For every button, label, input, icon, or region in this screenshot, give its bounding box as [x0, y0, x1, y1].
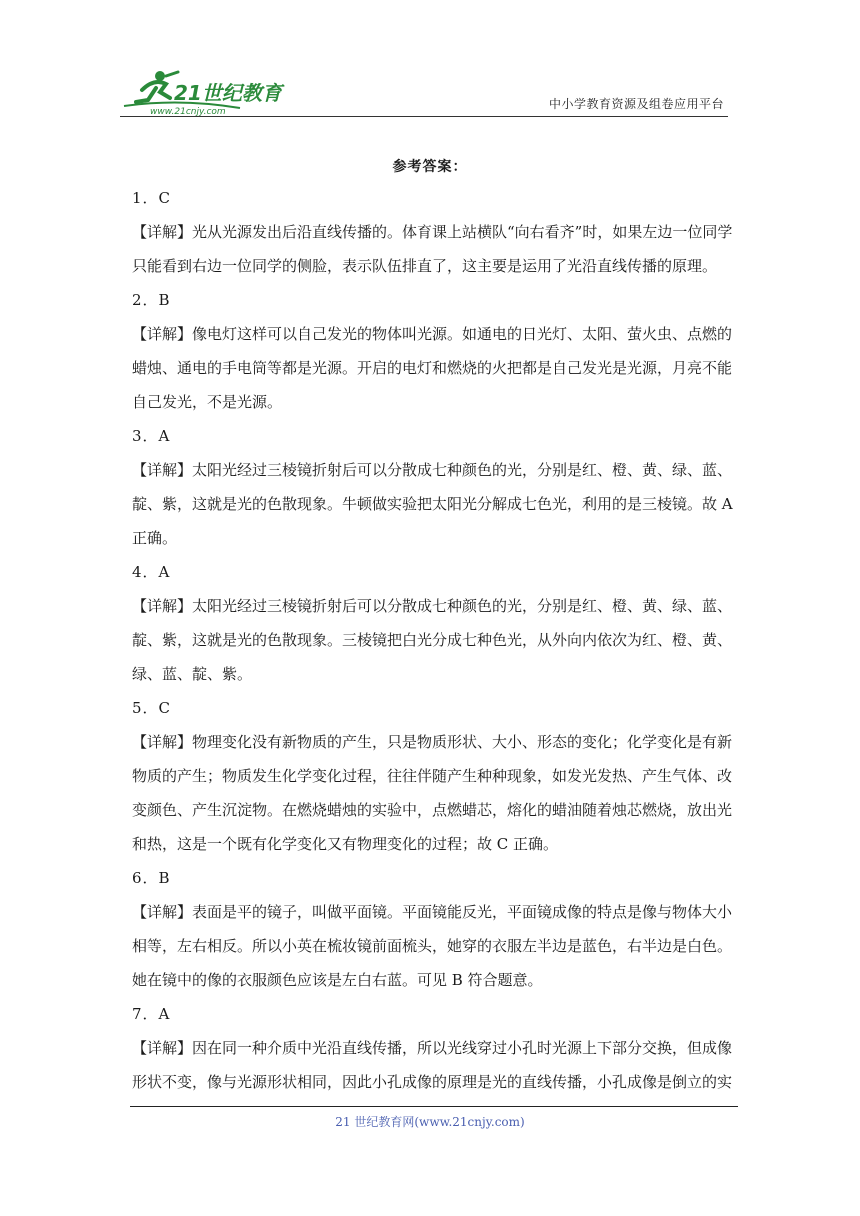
explanation-line: 形状不变，像与光源形状相同，因此小孔成像的原理是光的直线传播，小孔成像是倒立的实	[132, 1073, 733, 1091]
answer-number: 3．A	[132, 427, 171, 445]
answer-block	[132, 181, 732, 283]
explanation-line: 和热，这是一个既有化学变化又有物理变化的过程；故 C 正确。	[132, 835, 559, 853]
explanation-line: 自己发光，不是光源。	[132, 393, 283, 411]
answer-number: 6．B	[132, 869, 171, 887]
explanation-line: 【详解】太阳光经过三棱镜折射后可以分散成七种颜色的光，分别是红、橙、黄、绿、蓝、	[132, 461, 733, 479]
explanation-line: 蜡烛、通电的手电筒等都是光源。开启的电灯和燃烧的火把都是自己发光是光源，月亮不能	[132, 359, 733, 377]
explanation-line: 相等，左右相反。所以小英在梳妆镜前面梳头，她穿的衣服左半边是蓝色，右半边是白色。	[132, 937, 733, 955]
explanation-line: 靛、紫，这就是光的色散现象。牛顿做实验把太阳光分解成七色光，利用的是三棱镜。故 A	[132, 495, 733, 513]
answer-block	[132, 419, 732, 555]
explanation-line: 靛、紫，这就是光的色散现象。三棱镜把白光分成七种色光，从外向内依次为红、橙、黄、	[132, 631, 733, 649]
explanation-line: 绿、蓝、靛、紫。	[132, 665, 253, 683]
footer-site: 21 世纪教育网(www.21cnjy.com)	[335, 1115, 525, 1129]
explanation-line: 变颜色、产生沉淀物。在燃烧蜡烛的实验中，点燃蜡芯，熔化的蜡油随着烛芯燃烧，放出光	[132, 801, 733, 819]
answer-number: 2．B	[132, 291, 171, 309]
explanation-line: 正确。	[132, 529, 178, 547]
answer-number: 1．C	[132, 189, 172, 207]
header-tagline: 中小学教育资源及组卷应用平台	[548, 97, 724, 111]
explanation-line: 【详解】像电灯这样可以自己发光的物体叫光源。如通电的日光灯、太阳、萤火虫、点燃的	[132, 325, 733, 343]
explanation-line: 只能看到右边一位同学的侧脸，表示队伍排直了，这主要是运用了光沿直线传播的原理。	[132, 257, 718, 275]
explanation-line: 【详解】太阳光经过三棱镜折射后可以分散成七种颜色的光，分别是红、橙、黄、绿、蓝、	[132, 597, 733, 615]
answers-list	[132, 181, 732, 1099]
runner-logo-icon	[120, 68, 295, 116]
explanation-line: 【详解】因在同一种介质中光沿直线传播，所以光线穿过小孔时光源上下部分交换，但成像	[132, 1039, 733, 1057]
answer-block	[132, 283, 732, 419]
svg-text:www.21cnjy.com: www.21cnjy.com	[150, 107, 226, 116]
answer-block	[132, 997, 732, 1099]
answer-block	[132, 555, 732, 691]
page-header	[120, 66, 728, 117]
explanation-line: 她在镜中的像的衣服颜色应该是左白右蓝。可见 B 符合题意。	[132, 971, 543, 989]
answer-block	[132, 691, 732, 861]
answer-number: 5．C	[132, 699, 172, 717]
answer-block	[132, 861, 732, 997]
svg-text:21世纪教育: 21世纪教育	[174, 81, 282, 105]
answer-number: 7．A	[132, 1005, 171, 1023]
explanation-line: 【详解】物理变化没有新物质的产生，只是物质形状、大小、形态的变化；化学变化是有新	[132, 733, 733, 751]
explanation-line: 物质的产生；物质发生化学变化过程，往往伴随产生种种现象，如发光发热、产生气体、改	[132, 767, 733, 785]
site-logo	[120, 68, 295, 116]
footer-rule	[130, 1106, 738, 1107]
explanation-line: 【详解】光从光源发出后沿直线传播的。体育课上站横队“向右看齐”时，如果左边一位同学	[132, 223, 733, 241]
answers-title: 参考答案：	[392, 159, 468, 175]
explanation-line: 【详解】表面是平的镜子，叫做平面镜。平面镜能反光，平面镜成像的特点是像与物体大小	[132, 903, 733, 921]
answer-number: 4．A	[132, 563, 171, 581]
